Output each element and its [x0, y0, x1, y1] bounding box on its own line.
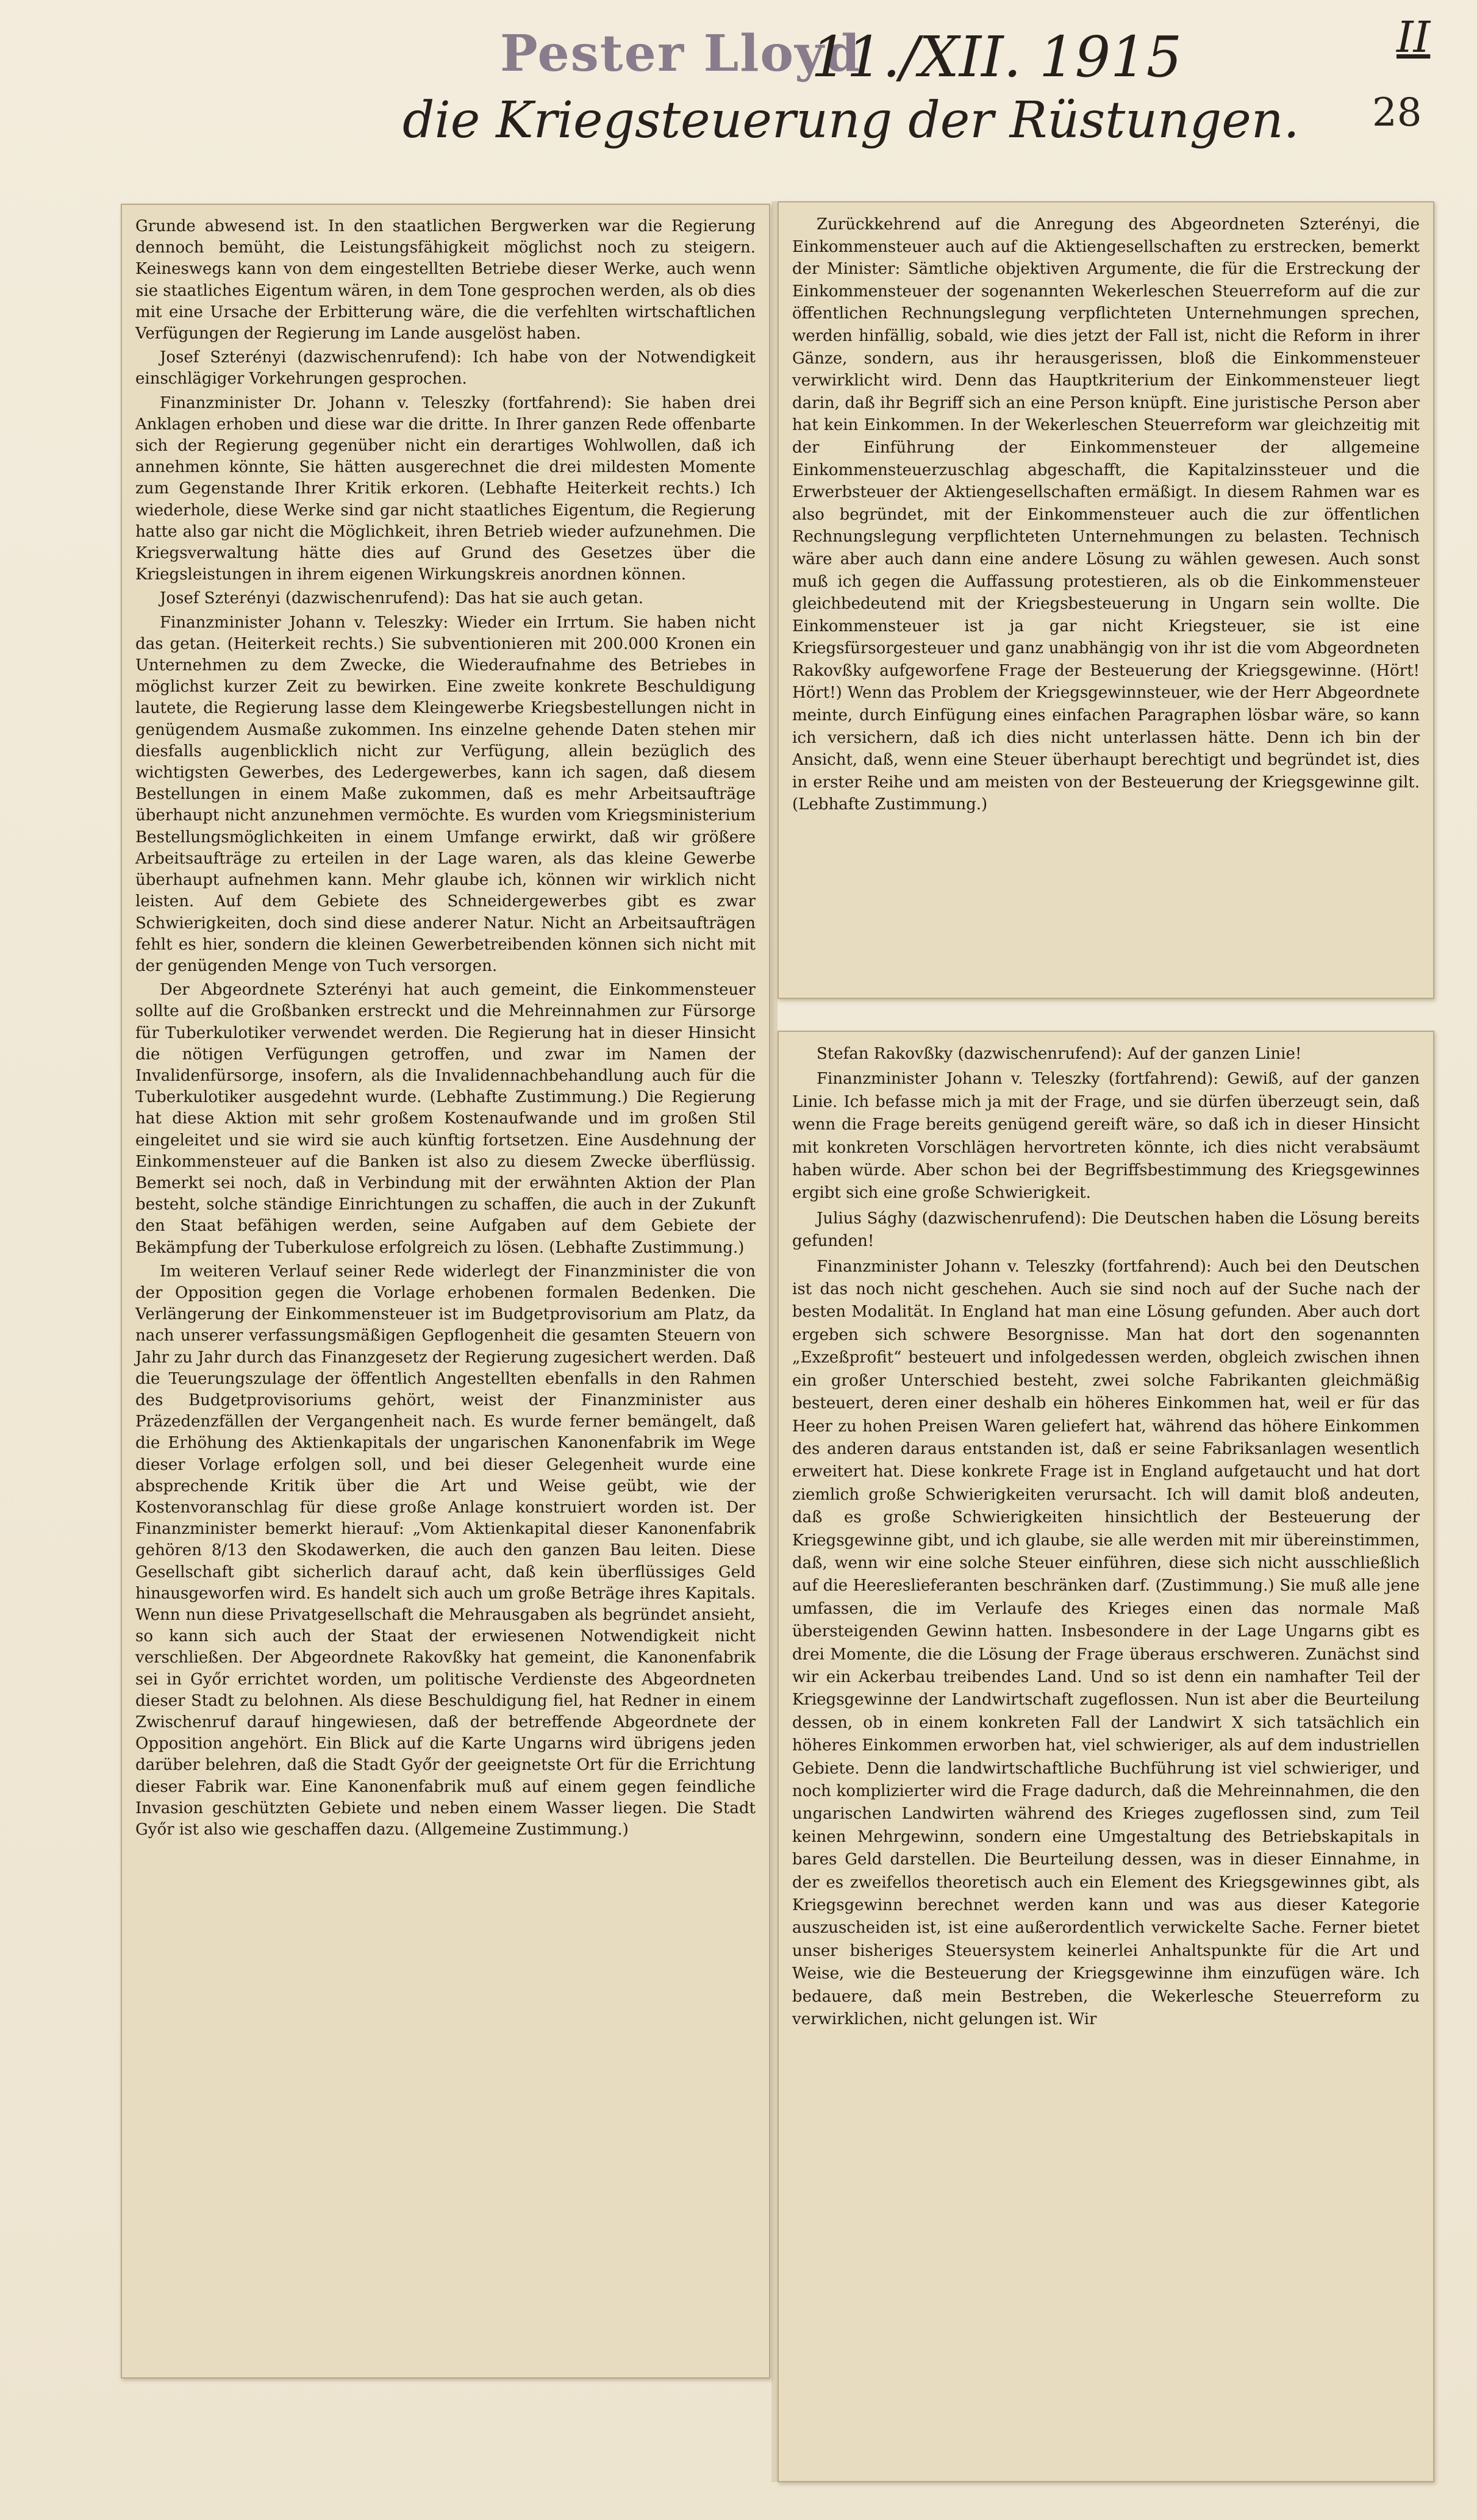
page-number: 28 [1372, 90, 1422, 135]
paragraph: Josef Szterényi (dazwischenrufend): Ich habe von der Notwendigkeit einschlägiger Vorkehrungen gesprochen. [135, 348, 756, 388]
paragraph: Grunde abwesend ist. In den staatlichen Bergwerken war die Regierung dennoch bemüht, die Leistungsfähigkeit möglichst noch zu steigern. Keineswegs kann von dem eingestellten Betriebe dieser Werke, auch wenn sie staatliches Eigentum wären, in dem Tone gesprochen werden, als ob dies mit eine Ursache der Erbitterung wäre, die die verfehlten wirtschaftlichen Verfügungen der Regierung im Lande ausgelöst haben. [135, 217, 756, 343]
paragraph: Finanzminister Johann v. Teleszky (fortfahrend): Auch bei den Deutschen ist das noch nicht geschehen. Auch sie sind noch auf der Suche nach der besten Modalität. In England hat man eine Lösung gefunden. Aber auch dort ergeben sich schwere Besorgnisse. Man hat dort den sogenannten „Exzeßprofit“ besteuert und infolgedessen werden, obgleich zwischen ihnen ein großer Unterschied besteht, zwei solche Fabrikanten gleichmäßig besteuert, deren einer deshalb ein höheres Einkommen hat, weil er für das Heer zu hohen Preisen Waren geliefert hat, während das höhere Einkommen des anderen daraus entstanden ist, daß er seine Fabriksanlagen wesentlich erweitert hat. Diese konkrete Frage ist in England aufgetaucht und hat dort ziemlich große Schwierigkeiten verursacht. Ich will damit bloß andeuten, daß es große Schwierigkeiten hinsichtlich der Besteuerung der Kriegsgewinne gibt, und ich glaube, sie alle werden mit mir übereinstimmen, daß, wenn wir eine solche Steuer einführen, diese sich nicht ausschließlich auf die Heereslieferanten beschränken darf. (Zustimmung.) Sie muß alle jene umfassen, die im Verlaufe des Krieges einen das normale Maß übersteigenden Gewinn hatten. Insbesondere in der Lage Ungarns gibt es drei Momente, die die Lösung der Frage überaus erschweren. Zunächst sind wir ein Ackerbau treibendes Land. Und so ist denn ein namhafter Teil der Kriegsgewinne der Landwirtschaft zugeflossen. Nun ist aber die Beurteilung dessen, ob in einem konkreten Fall der Landwirt X sich tatsächlich ein höheres Einkommen erworben hat, viel schwieriger, als auf dem industriellen Gebiete. Denn die landwirtschaftliche Buchführung ist viel schwieriger, und noch komplizierter wird die Frage dadurch, daß die Mehreinnahmen, die den ungarischen Landwirten während des Krieges zugeflossen sind, zum Teil keinen Mehrgewinn, sondern eine Umgestaltung des Betriebskapitals in bares Geld darstellen. Die Beurteilung dessen, was in dieser Einnahme, in der es zweifellos theoretisch auch ein Element des Kriegsgewinnes gibt, als Kriegsgewinn berechnet werden kann und was aus dieser Kategorie auszuscheiden ist, ist eine außerordentlich verwickelte Sache. Ferner bietet unser bisheriges Steuersystem keinerlei Anhaltspunkte für die Art und Weise, wie die Besteuerung der Kriegsgewinne ihm einzufügen wäre. Ich bedauere, daß mein Bestreben, die Wekerlesche Steuerreform zu verwirklichen, nicht gelungen ist. Wir [792, 1257, 1420, 2029]
clipping-right-top [778, 201, 1434, 999]
handwritten-title: die Kriegsteuerung der Rüstungen. [402, 91, 1300, 149]
paragraph: Finanzminister Dr. Johann v. Teleszky (fortfahrend): Sie haben drei Anklagen erhoben und diese war die dritte. In Ihrer ganzen Rede offenbarte sich der Regierung gegenüber nicht ein derartiges Wohlwollen, daß ich annehmen könnte, Sie hätten ausgerechnet die drei mildesten Momente zum Gegenstande Ihrer Kritik erkoren. (Lebhafte Heiterkeit rechts.) Ich wiederhole, diese Werke sind gar nicht staatliches Eigentum, die Regierung hatte also gar nicht die Möglichkeit, ihren Betrieb wieder aufzunehmen. Die Kriegsverwaltung hätte dies auf Grund des Gesetzes über die Kriegsleistungen in ihrem eigenen Wirkungskreis anordnen können. [135, 393, 756, 584]
paragraph: Im weiteren Verlauf seiner Rede widerlegt der Finanzminister die von der Opposition gegen die Vorlage erhobenen formalen Bedenken. Die Verlängerung der Einkommensteuer ist im Budgetprovisorium am Platz, da nach unserer verfassungsmäßigen Gepflogenheit die gesamten Steuern von Jahr zu Jahr durch das Finanzgesetz der Regierung zugesichert werden. Daß die Teuerungszulage der öffentlich Angestellten ebenfalls in den Rahmen des Budgetprovisoriums gehört, weist der Finanzminister aus Präzedenzfällen der Vergangenheit nach. Es wurde ferner bemängelt, daß die Erhöhung des Aktienkapitals der ungarischen Kanonenfabrik im Wege dieser Vorlage erfolgen soll, und bei dieser Gelegenheit wurde eine absprechende Kritik über die Art und Weise geübt, wie der Kostenvoranschlag für diese große Anlage konstruiert worden ist. Der Finanzminister bemerkt hierauf: „Vom Aktienkapital dieser Kanonenfabrik gehören 8/13 den Skodawerken, die auch den ganzen Bau leiten. Diese Gesellschaft gibt sicherlich darauf acht, daß kein überflüssiges Geld hinausgeworfen wird. Es handelt sich auch um große Beträge ihres Kapitals. Wenn nun diese Privatgesellschaft die Mehrausgaben als begründet ansieht, so kann sich auch der Staat der erwiesenen Notwendigkeit nicht verschließen. Der Abgeordnete Rakovßky hat gemeint, die Kanonenfabrik sei in Győr errichtet worden, um politische Verdienste des Abgeordneten dieser Stadt zu belohnen. Als diese Beschuldigung fiel, hat Redner in einem Zwischenruf darauf hingewiesen, daß der betreffende Abgeordnete der Opposition angehört. Ein Blick auf die Karte Ungarns wird übrigens jeden darüber belehren, daß die Stadt Győr der geeignetste Ort für die Errichtung dieser Fabrik war. Eine Kanonenfabrik muß auf einem gegen feindliche Invasion geschützten Gebiete und neben einem Wasser liegen. Die Stadt Győr ist also wie geschaffen dazu. (Allgemeine Zustimmung.) [135, 1262, 756, 1839]
clipping-right-bottom [778, 1031, 1434, 2482]
paragraph: Stefan Rakovßky (dazwischenrufend): Auf der ganzen Linie! [817, 1045, 1302, 1063]
handwritten-corner-mark: II [1397, 12, 1431, 62]
newspaper-stamp: Pester Lloyd [500, 24, 862, 83]
column-gap [771, 201, 778, 2482]
paragraph: Der Abgeordnete Szterényi hat auch gemeint, die Einkommensteuer sollte auf die Großbanken erstreckt und die Mehreinnahmen zur Fürsorge für Tuberkulotiker verwendet werden. Die Regierung hat in dieser Hinsicht die nötigen Verfügungen getroffen, und zwar im Namen der Invalidenfürsorge, insofern, als die Invalidennachbehandlung auch für die Tuberkulotiker ausgedehnt wurde. (Lebhafte Zustimmung.) Die Regierung hat diese Aktion mit sehr großem Kostenaufwande und im großen Stil eingeleitet und sie wird sie auch künftig fortsetzen. Eine Ausdehnung der Einkommensteuer auf die Banken ist also zu diesem Zwecke überflüssig. Bemerkt sei noch, daß in Verbindung mit der erwähnten Aktion der Plan besteht, solche ständige Einrichtungen zu schaffen, die auch in der Zukunft den Staat befähigen werden, seine Aufgaben auf dem Gebiete der Bekämpfung der Tuberkulose erfolgreich zu lösen. (Lebhafte Zustimmung.) [135, 981, 756, 1257]
paragraph: Josef Szterényi (dazwischenrufend): Das hat sie auch getan. [160, 589, 643, 608]
paragraph: Finanzminister Johann v. Teleszky: Wieder ein Irrtum. Sie haben nicht das getan. (Heiterkeit rechts.) Sie subventionieren mit 200.000 Kronen ein Unternehmen zu dem Zwecke, die Wiederaufnahme des Betriebes in möglichst kurzer Zeit zu bewirken. Eine zweite konkrete Beschuldigung lautete, die Regierung lasse dem Kleingewerbe Kriegsbestellungen nicht in genügendem Ausmaße zukommen. Ins einzelne gehende Daten stehen mir diesfalls augenblicklich nicht zur Verfügung, allein bezüglich des wichtigsten Gewerbes, des Ledergewerbes, kann ich sagen, daß diesem Bestellungen in einem Maße zukommen, daß es mehr Arbeitsaufträge überhaupt nicht anzunehmen vermöchte. Es wurden vom Kriegsministerium Bestellungsmöglichkeiten in einem Umfange erwirkt, daß wir größere Arbeitsaufträge zu erteilen in der Lage waren, als das kleine Gewerbe überhaupt aufnehmen kann. Mehr glaube ich, können wir wirklich nicht leisten. Auf dem Gebiete des Schneidergewerbes gibt es zwar Schwierigkeiten, doch sind diese anderer Natur. Nicht an Arbeitsaufträgen fehlt es hier, sondern die kleinen Gewerbetreibenden können sich nicht mit der genügenden Menge von Tuch versorgen. [135, 613, 756, 975]
handwritten-date: 11./XII. 1915 [811, 24, 1182, 90]
clipping-left-column [121, 204, 770, 2379]
paragraph: Zurückkehrend auf die Anregung des Abgeordneten Szterényi, die Einkommensteuer auch auf die Aktiengesellschaften zu erstrecken, bemerkt der Minister: Sämtliche objektiven Argumente, die für die Erstreckung der Einkommensteuer der sogenannten Wekerleschen Steuerreform auf die zur öffentlichen Rechnungslegung verpflichteten Unternehmungen sprechen, werden hinfällig, sobald, wie dies jetzt der Fall ist, nicht die Reform in ihrer Gänze, sondern, aus ihr herausgerissen, bloß die Einkommensteuer verwirklicht wird. Denn das Hauptkriterium der Einkommensteuer liegt darin, daß ihr Begriff sich an eine Person knüpft. Eine juristische Person aber hat kein Einkommen. In der Wekerleschen Steuerreform war gleichzeitig mit der Einführung der Einkommensteuer der allgemeine Einkommensteuerzuschlag abgeschafft, die Kapitalzinssteuer und die Erwerbsteuer der Aktiengesellschaften ermäßigt. In diesem Rahmen war es also begründet, mit der Einkommensteuer auch die zur öffentlichen Rechnungslegung verpflichteten Unternehmungen zu belasten. Technisch wäre aber auch dann eine andere Lösung zu wählen gewesen. Auch sonst muß ich gegen die Auffassung protestieren, als ob die Einkommensteuer gleichbedeutend mit der Kriegsbesteuerung in Ungarn sein wollte. Die Einkommensteuer ist ja gar nicht Kriegsteuer, sie ist eine Kriegsfürsorgesteuer und ganz unabhängig von ihr ist die vom Abgeordneten Rakovßky aufgeworfene Frage der Besteuerung der Kriegsgewinne. (Hört! Hört!) Wenn das Problem der Kriegsgewinnsteuer, wie der Herr Abgeordnete meinte, durch Einfügung eines einfachen Paragraphen lösbar wäre, so kann ich versichern, daß ich dies nicht unterlassen hätte. Denn ich bin der Ansicht, daß, wenn eine Steuer überhaupt berechtigt und begründet ist, dies in erster Reihe und am meisten von der Besteuerung der Kriegsgewinne gilt. (Lebhafte Zustimmung.) [792, 215, 1420, 814]
paragraph: Finanzminister Johann v. Teleszky (fortfahrend): Gewiß, auf der ganzen Linie. Ich befasse mich ja mit der Frage, und sie dürfen überzeugt sein, daß wenn die Frage bereits genügend gereift wäre, so daß ich in dieser Hinsicht mit konkreten Vorschlägen hervortreten könnte, ich dies nicht verabsäumt haben würde. Aber schon bei der Begriffsbestimmung des Kriegsgewinnes ergibt sich eine große Schwierigkeit. [792, 1070, 1420, 1203]
paragraph: Julius Sághy (dazwischenrufend): Die Deutschen haben die Lösung bereits gefunden! [792, 1209, 1420, 1251]
